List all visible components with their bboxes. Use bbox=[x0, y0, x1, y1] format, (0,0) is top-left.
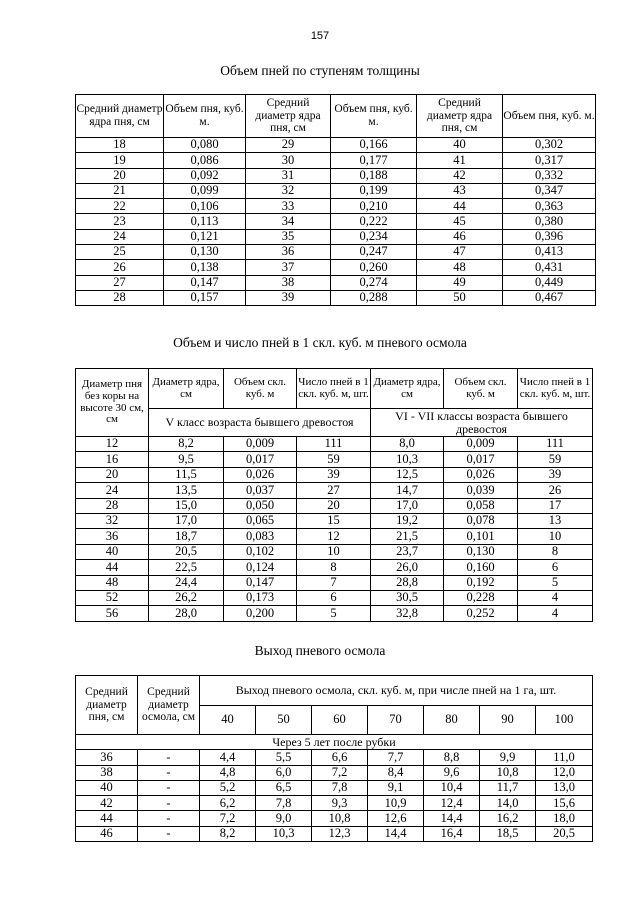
table-cell: 12,5 bbox=[371, 467, 444, 482]
table-cell: - bbox=[138, 765, 200, 780]
table-row bbox=[76, 780, 593, 795]
table-cell: 9,1 bbox=[368, 780, 424, 795]
table-cell: 0,083 bbox=[224, 529, 297, 544]
header-stump-diameter: Средний диаметр пня, см bbox=[76, 676, 138, 735]
header-stump-volume: Объем пня, куб. м. bbox=[503, 95, 596, 138]
table-cell: 17 bbox=[518, 498, 593, 513]
table-cell: 0,160 bbox=[444, 560, 518, 575]
table-cell: 6 bbox=[297, 590, 371, 605]
table-cell: 8 bbox=[518, 544, 593, 559]
table-cell: 0,188 bbox=[331, 168, 417, 183]
table-row bbox=[76, 513, 593, 528]
page-number: 157 bbox=[310, 30, 330, 42]
table-cell: 38 bbox=[76, 765, 138, 780]
table-cell: 23 bbox=[76, 214, 164, 229]
table-cell: 44 bbox=[76, 560, 149, 575]
table-cell: 0,247 bbox=[331, 245, 417, 260]
table-cell: 17,0 bbox=[371, 498, 444, 513]
table-cell: 39 bbox=[297, 467, 371, 482]
table-cell: 20 bbox=[297, 498, 371, 513]
table-cell: 48 bbox=[76, 575, 149, 590]
table-cell: 15 bbox=[297, 513, 371, 528]
table-cell: 13 bbox=[518, 513, 593, 528]
table-row bbox=[76, 811, 593, 826]
table-cell: - bbox=[138, 750, 200, 765]
table-cell: 18,5 bbox=[480, 826, 536, 841]
table-cell: 26,2 bbox=[149, 590, 224, 605]
table-row bbox=[76, 290, 596, 305]
table-cell: - bbox=[138, 796, 200, 811]
table-cell: 36 bbox=[76, 750, 138, 765]
header-core-diameter: Диаметр ядра, см bbox=[149, 369, 224, 409]
header-core-diameter: Средний диаметр ядра пня, см bbox=[246, 95, 331, 138]
table-row bbox=[76, 467, 593, 482]
table-cell: 0,332 bbox=[503, 168, 596, 183]
table-cell: 0,380 bbox=[503, 214, 596, 229]
table-cell: 40 bbox=[76, 544, 149, 559]
table-cell: 4 bbox=[518, 590, 593, 605]
table-cell: 16 bbox=[76, 452, 149, 467]
table-cell: 56 bbox=[76, 606, 149, 621]
table-cell: 0,177 bbox=[331, 153, 417, 168]
table-cell: 13,5 bbox=[149, 483, 224, 498]
table-cell: 10 bbox=[518, 529, 593, 544]
table-cell: 24,4 bbox=[149, 575, 224, 590]
table-cell: 15,0 bbox=[149, 498, 224, 513]
table-cell: 20,5 bbox=[536, 826, 593, 841]
table-cell: 7,2 bbox=[312, 765, 368, 780]
table-cell: 9,9 bbox=[480, 750, 536, 765]
table3-subheader-row bbox=[76, 735, 593, 750]
table-cell: 36 bbox=[246, 245, 331, 260]
table-cell: 30 bbox=[246, 153, 331, 168]
header-stump-diameter: Диаметр пня без коры на высоте 30 см, см bbox=[76, 369, 149, 437]
table-cell: 9,6 bbox=[424, 765, 480, 780]
table-cell: 14,4 bbox=[368, 826, 424, 841]
resin-yield-table bbox=[75, 675, 593, 842]
table-cell: 6,0 bbox=[256, 765, 312, 780]
table-cell: - bbox=[138, 826, 200, 841]
header-volume: Объем скл. куб. м bbox=[224, 369, 297, 409]
table-cell: 7 bbox=[297, 575, 371, 590]
table-cell: 9,0 bbox=[256, 811, 312, 826]
table-row bbox=[76, 260, 596, 275]
stump-count-table bbox=[75, 368, 593, 622]
table-cell: 22 bbox=[76, 199, 164, 214]
table-cell: 7,8 bbox=[256, 796, 312, 811]
table-cell: 8,2 bbox=[149, 437, 224, 452]
table-cell: 4,8 bbox=[200, 765, 256, 780]
table-cell: 0,166 bbox=[331, 138, 417, 153]
table-cell: 0,413 bbox=[503, 245, 596, 260]
table-cell: 0,138 bbox=[164, 260, 246, 275]
table-cell: 0,147 bbox=[224, 575, 297, 590]
table-cell: 8,4 bbox=[368, 765, 424, 780]
table-cell: 14,7 bbox=[371, 483, 444, 498]
table-cell: 30,5 bbox=[371, 590, 444, 605]
header-core-diameter: Средний диаметр ядра пня, см bbox=[417, 95, 503, 138]
table-row bbox=[76, 498, 593, 513]
table-row bbox=[76, 483, 593, 498]
table-cell: 0,396 bbox=[503, 229, 596, 244]
table-cell: 0,124 bbox=[224, 560, 297, 575]
table-cell: 0,200 bbox=[224, 606, 297, 621]
table-cell: 39 bbox=[246, 290, 331, 305]
table-cell: 0,317 bbox=[503, 153, 596, 168]
table-cell: 14,4 bbox=[424, 811, 480, 826]
table-cell: 0,234 bbox=[331, 229, 417, 244]
table-cell: 0,199 bbox=[331, 183, 417, 198]
header-count-50: 50 bbox=[256, 706, 312, 735]
stump-volume-table bbox=[75, 94, 596, 306]
table-cell: 10,3 bbox=[371, 452, 444, 467]
table-cell: 8 bbox=[297, 560, 371, 575]
table-cell: 50 bbox=[417, 290, 503, 305]
table-cell: 8,8 bbox=[424, 750, 480, 765]
table-row bbox=[76, 750, 593, 765]
table-row bbox=[76, 826, 593, 841]
table-cell: 45 bbox=[417, 214, 503, 229]
group-vi-vii-class: VI - VII классы возраста бывшего древостоя bbox=[371, 409, 593, 437]
header-yield-group: Выход пневого осмола, скл. куб. м, при числе пней на 1 га, шт. bbox=[200, 676, 593, 706]
header-count: Число пней в 1 скл. куб. м, шт. bbox=[297, 369, 371, 409]
table-cell: 0,173 bbox=[224, 590, 297, 605]
header-count-70: 70 bbox=[368, 706, 424, 735]
table-cell: 18,7 bbox=[149, 529, 224, 544]
table-cell: - bbox=[138, 780, 200, 795]
table-cell: 43 bbox=[417, 183, 503, 198]
table-cell: 0,467 bbox=[503, 290, 596, 305]
table-cell: 20,5 bbox=[149, 544, 224, 559]
table-cell: 12,6 bbox=[368, 811, 424, 826]
table-cell: 28 bbox=[76, 290, 164, 305]
table-cell: 0,058 bbox=[444, 498, 518, 513]
table-cell: 0,130 bbox=[444, 544, 518, 559]
table-cell: 52 bbox=[76, 590, 149, 605]
table-row bbox=[76, 796, 593, 811]
table-row bbox=[76, 138, 596, 153]
table-cell: 31 bbox=[246, 168, 331, 183]
table-cell: 0,288 bbox=[331, 290, 417, 305]
header-count-100: 100 bbox=[536, 706, 593, 735]
table-cell: 9,3 bbox=[312, 796, 368, 811]
table-cell: 49 bbox=[417, 275, 503, 290]
group-v-class: V класс возраста бывшего древостоя bbox=[149, 409, 371, 437]
table-row bbox=[76, 183, 596, 198]
table-cell: 26 bbox=[76, 260, 164, 275]
table-cell: 21 bbox=[76, 183, 164, 198]
table-cell: 29 bbox=[246, 138, 331, 153]
table-cell: 0,363 bbox=[503, 199, 596, 214]
table-cell: 0,080 bbox=[164, 138, 246, 153]
table-cell: 8,0 bbox=[371, 437, 444, 452]
table-cell: 10,9 bbox=[368, 796, 424, 811]
table-cell: 37 bbox=[246, 260, 331, 275]
table-cell: 0,092 bbox=[164, 168, 246, 183]
header-core-diameter: Средний диаметр ядра пня, см bbox=[76, 95, 164, 138]
table-cell: 0,130 bbox=[164, 245, 246, 260]
table-cell: 46 bbox=[417, 229, 503, 244]
table-cell: 10,3 bbox=[256, 826, 312, 841]
table-cell: 0,009 bbox=[224, 437, 297, 452]
header-count: Число пней в 1 скл. куб. м, шт. bbox=[518, 369, 593, 409]
table-row bbox=[76, 275, 596, 290]
table-cell: 32,8 bbox=[371, 606, 444, 621]
table-cell: 0,099 bbox=[164, 183, 246, 198]
table-cell: 0,347 bbox=[503, 183, 596, 198]
table-cell: 9,5 bbox=[149, 452, 224, 467]
table-cell: 32 bbox=[76, 513, 149, 528]
table-cell: 12,0 bbox=[536, 765, 593, 780]
table-cell: 0,106 bbox=[164, 199, 246, 214]
header-count-40: 40 bbox=[200, 706, 256, 735]
header-stump-volume: Объем пня, куб. м. bbox=[164, 95, 246, 138]
table-cell: 35 bbox=[246, 229, 331, 244]
table-cell: 0,102 bbox=[224, 544, 297, 559]
table-row bbox=[76, 560, 593, 575]
header-count-60: 60 bbox=[312, 706, 368, 735]
table-cell: 7,8 bbox=[312, 780, 368, 795]
table-cell: 10,8 bbox=[480, 765, 536, 780]
table-cell: 0,222 bbox=[331, 214, 417, 229]
table-cell: 6,6 bbox=[312, 750, 368, 765]
header-stump-volume: Объем пня, куб. м. bbox=[331, 95, 417, 138]
table-cell: 0,260 bbox=[331, 260, 417, 275]
table-cell: 16,4 bbox=[424, 826, 480, 841]
table-cell: 11,7 bbox=[480, 780, 536, 795]
table-cell: 12,4 bbox=[424, 796, 480, 811]
table-cell: 26 bbox=[518, 483, 593, 498]
table-cell: 16,2 bbox=[480, 811, 536, 826]
table-cell: 27 bbox=[297, 483, 371, 498]
table-cell: 0,228 bbox=[444, 590, 518, 605]
table-cell: 0,101 bbox=[444, 529, 518, 544]
table-cell: 0,252 bbox=[444, 606, 518, 621]
table-cell: 28,0 bbox=[149, 606, 224, 621]
table-row bbox=[76, 529, 593, 544]
table-cell: - bbox=[138, 811, 200, 826]
table-row bbox=[76, 765, 593, 780]
table3-header-row bbox=[76, 676, 593, 706]
table-cell: 19 bbox=[76, 153, 164, 168]
table-cell: 0,157 bbox=[164, 290, 246, 305]
table-cell: 18,0 bbox=[536, 811, 593, 826]
table-cell: 10,8 bbox=[312, 811, 368, 826]
table-cell: 22,5 bbox=[149, 560, 224, 575]
table-cell: 33 bbox=[246, 199, 331, 214]
table-cell: 12 bbox=[297, 529, 371, 544]
table-cell: 5 bbox=[297, 606, 371, 621]
table-cell: 42 bbox=[76, 796, 138, 811]
table-cell: 59 bbox=[518, 452, 593, 467]
table-cell: 28 bbox=[76, 498, 149, 513]
table-cell: 6,5 bbox=[256, 780, 312, 795]
table-cell: 36 bbox=[76, 529, 149, 544]
table-cell: 13,0 bbox=[536, 780, 593, 795]
table-cell: 0,192 bbox=[444, 575, 518, 590]
table-cell: 0,009 bbox=[444, 437, 518, 452]
table-cell: 0,039 bbox=[444, 483, 518, 498]
table-cell: 0,210 bbox=[331, 199, 417, 214]
table-cell: 111 bbox=[297, 437, 371, 452]
table-cell: 15,6 bbox=[536, 796, 593, 811]
table-row bbox=[76, 214, 596, 229]
table-cell: 0,147 bbox=[164, 275, 246, 290]
header-core-diameter: Диаметр ядра, см bbox=[371, 369, 444, 409]
table-cell: 10 bbox=[297, 544, 371, 559]
table-row bbox=[76, 168, 596, 183]
table1-header-row bbox=[76, 95, 596, 138]
table-cell: 24 bbox=[76, 483, 149, 498]
header-count-80: 80 bbox=[424, 706, 480, 735]
table-row bbox=[76, 229, 596, 244]
table-cell: 26,0 bbox=[371, 560, 444, 575]
table-row bbox=[76, 452, 593, 467]
table3-title: Выход пневого осмола bbox=[254, 643, 386, 658]
table-row bbox=[76, 606, 593, 621]
table-cell: 11,0 bbox=[536, 750, 593, 765]
header-resin-diameter: Средний диаметр осмола, см bbox=[138, 676, 200, 735]
table-cell: 7,7 bbox=[368, 750, 424, 765]
table-cell: 40 bbox=[417, 138, 503, 153]
table-cell: 20 bbox=[76, 168, 164, 183]
table-cell: 0,449 bbox=[503, 275, 596, 290]
table-row bbox=[76, 153, 596, 168]
table-row bbox=[76, 245, 596, 260]
table-cell: 46 bbox=[76, 826, 138, 841]
table-cell: 27 bbox=[76, 275, 164, 290]
table-cell: 10,4 bbox=[424, 780, 480, 795]
table-cell: 24 bbox=[76, 229, 164, 244]
table-cell: 5,2 bbox=[200, 780, 256, 795]
table-cell: 111 bbox=[518, 437, 593, 452]
table-cell: 0,017 bbox=[224, 452, 297, 467]
header-volume: Объем скл. куб. м bbox=[444, 369, 518, 409]
table-cell: 11,5 bbox=[149, 467, 224, 482]
table-cell: 0,037 bbox=[224, 483, 297, 498]
table-cell: 0,026 bbox=[444, 467, 518, 482]
table-cell: 44 bbox=[417, 199, 503, 214]
table-cell: 48 bbox=[417, 260, 503, 275]
table-cell: 12,3 bbox=[312, 826, 368, 841]
table-cell: 42 bbox=[417, 168, 503, 183]
table-cell: 8,2 bbox=[200, 826, 256, 841]
table-cell: 34 bbox=[246, 214, 331, 229]
table-cell: 0,431 bbox=[503, 260, 596, 275]
table-cell: 47 bbox=[417, 245, 503, 260]
table-cell: 4 bbox=[518, 606, 593, 621]
table-cell: 28,8 bbox=[371, 575, 444, 590]
header-count-90: 90 bbox=[480, 706, 536, 735]
table-cell: 19,2 bbox=[371, 513, 444, 528]
table1-title: Объем пней по ступеням толщины bbox=[220, 63, 420, 78]
table-cell: 4,4 bbox=[200, 750, 256, 765]
table-cell: 44 bbox=[76, 811, 138, 826]
table-row bbox=[76, 437, 593, 452]
table-cell: 0,026 bbox=[224, 467, 297, 482]
table-row bbox=[76, 590, 593, 605]
table-cell: 0,017 bbox=[444, 452, 518, 467]
table2-header-row bbox=[76, 369, 593, 409]
table-cell: 0,086 bbox=[164, 153, 246, 168]
table-cell: 23,7 bbox=[371, 544, 444, 559]
table-cell: 59 bbox=[297, 452, 371, 467]
table-cell: 0,121 bbox=[164, 229, 246, 244]
table-cell: 0,302 bbox=[503, 138, 596, 153]
table-row bbox=[76, 575, 593, 590]
table-cell: 38 bbox=[246, 275, 331, 290]
table-cell: 21,5 bbox=[371, 529, 444, 544]
table2-group-row bbox=[76, 409, 593, 437]
table2-title: Объем и число пней в 1 скл. куб. м пневого осмола bbox=[173, 335, 467, 350]
subheader-after-cutting: Через 5 лет после рубки bbox=[76, 735, 593, 750]
table-cell: 14,0 bbox=[480, 796, 536, 811]
table-cell: 0,113 bbox=[164, 214, 246, 229]
table-cell: 17,0 bbox=[149, 513, 224, 528]
table-cell: 25 bbox=[76, 245, 164, 260]
table-cell: 32 bbox=[246, 183, 331, 198]
table-cell: 0,078 bbox=[444, 513, 518, 528]
table-cell: 40 bbox=[76, 780, 138, 795]
table-cell: 7,2 bbox=[200, 811, 256, 826]
table-cell: 6,2 bbox=[200, 796, 256, 811]
table-cell: 6 bbox=[518, 560, 593, 575]
table-cell: 39 bbox=[518, 467, 593, 482]
table-cell: 0,274 bbox=[331, 275, 417, 290]
table-cell: 18 bbox=[76, 138, 164, 153]
table-row bbox=[76, 199, 596, 214]
table-cell: 0,065 bbox=[224, 513, 297, 528]
table-cell: 12 bbox=[76, 437, 149, 452]
table-cell: 5 bbox=[518, 575, 593, 590]
table-cell: 0,050 bbox=[224, 498, 297, 513]
table-cell: 5,5 bbox=[256, 750, 312, 765]
table-cell: 20 bbox=[76, 467, 149, 482]
table-row bbox=[76, 544, 593, 559]
table-cell: 41 bbox=[417, 153, 503, 168]
